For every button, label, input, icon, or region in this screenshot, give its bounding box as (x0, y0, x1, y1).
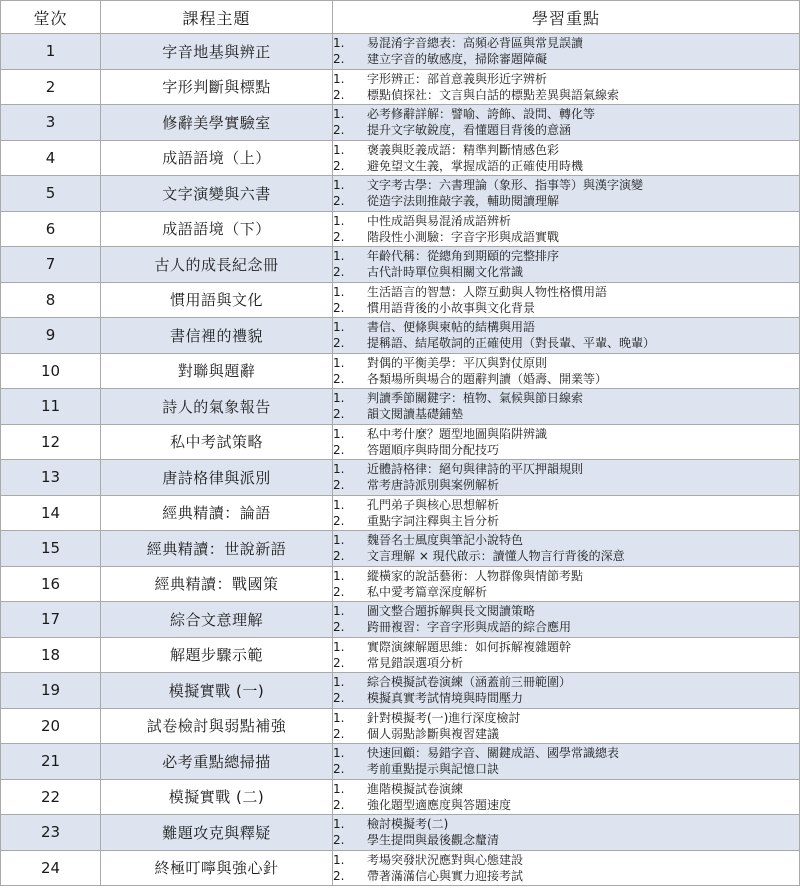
focus-item-number: 2. (333, 868, 345, 883)
session-number: 19 (1, 673, 101, 709)
session-number: 20 (1, 708, 101, 744)
course-topic: 詩人的氣象報告 (101, 389, 333, 425)
session-number: 1 (1, 34, 101, 70)
focus-item-number: 1. (333, 675, 345, 690)
focus-item (333, 477, 799, 493)
focus-item (333, 319, 799, 335)
focus-item (333, 655, 799, 671)
focus-item (333, 426, 799, 442)
focus-item (333, 584, 799, 600)
focus-item-text: 從造字法則推敲字義，輔助閱讀理解 (367, 194, 560, 209)
focus-item-text: 跨冊複習：字音字形與成語的綜合應用 (367, 620, 572, 635)
learning-focus (333, 531, 800, 567)
focus-item-text: 針對模擬考(一)進行深度檢討 (367, 710, 521, 725)
learning-focus (333, 602, 800, 638)
focus-item-text: 私中愛考篇章深度解析 (367, 584, 488, 599)
focus-item-number: 1. (333, 781, 345, 796)
focus-item (333, 761, 799, 777)
focus-item (333, 35, 799, 51)
focus-item-number: 1. (333, 71, 345, 86)
focus-item-text: 標點偵探社：文言與白話的標點差異與語氣線索 (367, 87, 620, 102)
focus-item (333, 797, 799, 813)
focus-item-text: 文言理解 × 現代啟示：讀懂人物言行背後的深意 (367, 549, 625, 564)
course-topic: 難題攻克與釋疑 (101, 815, 333, 851)
course-topic: 私中考試策略 (101, 424, 333, 460)
focus-item (333, 51, 799, 67)
focus-item-text: 易混淆字音總表：高頻必背區與常見誤讀 (367, 36, 584, 51)
focus-item-number: 2. (333, 87, 345, 102)
table-row (1, 850, 800, 886)
focus-item-number: 2. (333, 194, 345, 209)
focus-item-number: 1. (333, 604, 345, 619)
focus-item-text: 答題順序與時間分配技巧 (367, 442, 500, 457)
session-number: 2 (1, 69, 101, 105)
table-row (1, 424, 800, 460)
course-topic: 必考重點總掃描 (101, 744, 333, 780)
focus-item-number: 2. (333, 762, 345, 777)
focus-item (333, 548, 799, 564)
learning-focus (333, 637, 800, 673)
focus-item-number: 1. (333, 852, 345, 867)
focus-item-number: 1. (333, 817, 345, 832)
session-number: 18 (1, 637, 101, 673)
learning-focus (333, 708, 800, 744)
focus-item-number: 2. (333, 123, 345, 138)
focus-item-number: 2. (333, 797, 345, 812)
table-row (1, 34, 800, 70)
focus-item-number: 1. (333, 533, 345, 548)
focus-item (333, 639, 799, 655)
focus-item (333, 745, 799, 761)
table-row (1, 495, 800, 531)
focus-item-number: 1. (333, 391, 345, 406)
focus-item-text: 考場突發狀況應對與心態建設 (367, 852, 524, 867)
focus-item-number: 2. (333, 584, 345, 599)
focus-item (333, 816, 799, 832)
focus-item-number: 1. (333, 320, 345, 335)
focus-item-number: 2. (333, 336, 345, 351)
learning-focus (333, 815, 800, 851)
focus-item-text: 快速回顧：易錯字音、關鍵成語、國學常識總表 (367, 746, 620, 761)
focus-item-text: 學生提問與最後觀念釐清 (367, 833, 500, 848)
focus-item-text: 孔門弟子與核心思想解析 (367, 497, 500, 512)
focus-item (333, 158, 799, 174)
session-number: 10 (1, 353, 101, 389)
focus-item-text: 避免望文生義，掌握成語的正確使用時機 (367, 158, 584, 173)
session-number: 14 (1, 495, 101, 531)
course-topic: 成語語境（下） (101, 211, 333, 247)
course-topic: 字音地基與辨正 (101, 34, 333, 70)
focus-item-text: 考前重點提示與記憶口訣 (367, 762, 500, 777)
focus-item-number: 1. (333, 355, 345, 370)
focus-item-text: 字形辨正：部首意義與形近字辨析 (367, 71, 548, 86)
course-topic: 字形判斷與標點 (101, 69, 333, 105)
focus-item (333, 106, 799, 122)
focus-item (333, 122, 799, 138)
table-row (1, 69, 800, 105)
focus-item-number: 1. (333, 497, 345, 512)
focus-item-text: 必考修辭詳解：譬喻、誇飾、設問、轉化等 (367, 107, 596, 122)
focus-item-text: 古代計時單位與相關文化常識 (367, 265, 524, 280)
focus-item (333, 300, 799, 316)
focus-item-text: 階段性小測驗：字音字形與成語實戰 (367, 229, 560, 244)
focus-item (333, 355, 799, 371)
focus-item-text: 進階模擬試卷演練 (367, 781, 464, 796)
focus-item (333, 284, 799, 300)
learning-focus (333, 69, 800, 105)
learning-focus (333, 495, 800, 531)
focus-item (333, 832, 799, 848)
focus-item (333, 603, 799, 619)
table-row (1, 460, 800, 496)
session-number: 23 (1, 815, 101, 851)
table-row (1, 744, 800, 780)
session-number: 5 (1, 176, 101, 212)
focus-item-number: 1. (333, 36, 345, 51)
focus-item (333, 264, 799, 280)
focus-item-number: 2. (333, 407, 345, 422)
table-row (1, 282, 800, 318)
focus-item-number: 2. (333, 549, 345, 564)
table-row (1, 708, 800, 744)
focus-item (333, 71, 799, 87)
learning-focus (333, 282, 800, 318)
focus-item-number: 2. (333, 655, 345, 670)
focus-item-number: 2. (333, 442, 345, 457)
focus-item (333, 568, 799, 584)
focus-item-text: 生活語言的智慧：人際互動與人物性格慣用語 (367, 284, 608, 299)
focus-item (333, 513, 799, 529)
focus-item-text: 韻文閱讀基礎鋪墊 (367, 407, 464, 422)
focus-item-text: 強化題型適應度與答題速度 (367, 797, 512, 812)
table-row (1, 602, 800, 638)
focus-item-text: 年齡代稱：從總角到期頤的完整排序 (367, 249, 560, 264)
learning-focus (333, 211, 800, 247)
session-number: 17 (1, 602, 101, 638)
table-row (1, 637, 800, 673)
learning-focus (333, 247, 800, 283)
focus-item (333, 710, 799, 726)
focus-item (333, 868, 799, 884)
focus-item-number: 1. (333, 426, 345, 441)
session-number: 3 (1, 105, 101, 141)
learning-focus (333, 176, 800, 212)
learning-focus (333, 424, 800, 460)
focus-item-text: 判讀季節關鍵字：植物、氣候與節日線索 (367, 391, 584, 406)
focus-item (333, 442, 799, 458)
course-topic: 修辭美學實驗室 (101, 105, 333, 141)
focus-item (333, 371, 799, 387)
focus-item-text: 提升文字敏銳度，看懂題目背後的意涵 (367, 123, 572, 138)
focus-item-text: 常考唐詩派別與案例解析 (367, 478, 500, 493)
course-topic: 模擬實戰 (一) (101, 673, 333, 709)
focus-item (333, 852, 799, 868)
focus-item-number: 2. (333, 158, 345, 173)
session-number: 4 (1, 140, 101, 176)
focus-item-text: 常見錯誤選項分析 (367, 655, 464, 670)
focus-item-text: 建立字音的敏感度，掃除審題障礙 (367, 52, 548, 67)
focus-item-text: 重點字詞注釋與主旨分析 (367, 513, 500, 528)
focus-item-number: 1. (333, 746, 345, 761)
table-row (1, 211, 800, 247)
course-topic: 書信裡的禮貌 (101, 318, 333, 354)
table-row (1, 566, 800, 602)
table-row (1, 176, 800, 212)
focus-item (333, 248, 799, 264)
focus-item-number: 2. (333, 229, 345, 244)
session-number: 6 (1, 211, 101, 247)
header-focus: 學習重點 (333, 1, 800, 34)
focus-item (333, 406, 799, 422)
session-number: 9 (1, 318, 101, 354)
focus-item-text: 個人弱點診斷與複習建議 (367, 726, 500, 741)
table-row (1, 779, 800, 815)
course-topic: 解題步驟示範 (101, 637, 333, 673)
learning-focus (333, 850, 800, 886)
focus-item (333, 390, 799, 406)
learning-focus (333, 318, 800, 354)
focus-item-text: 圖文整合題拆解與長文閱讀策略 (367, 604, 536, 619)
learning-focus (333, 353, 800, 389)
course-topic: 對聯與題辭 (101, 353, 333, 389)
focus-item-number: 2. (333, 691, 345, 706)
course-topic: 經典精讀：論語 (101, 495, 333, 531)
table-header-row (1, 1, 800, 34)
course-topic: 試卷檢討與弱點補強 (101, 708, 333, 744)
focus-item-text: 私中考什麼？題型地圖與陷阱辨識 (367, 426, 548, 441)
table-row (1, 815, 800, 851)
focus-item-number: 2. (333, 478, 345, 493)
focus-item-number: 1. (333, 178, 345, 193)
session-number: 7 (1, 247, 101, 283)
focus-item-number: 2. (333, 726, 345, 741)
focus-item-text: 模擬真實考試情境與時間壓力 (367, 691, 524, 706)
focus-item (333, 781, 799, 797)
session-number: 13 (1, 460, 101, 496)
course-topic: 文字演變與六書 (101, 176, 333, 212)
course-topic: 經典精讀：戰國策 (101, 566, 333, 602)
focus-item (333, 193, 799, 209)
focus-item-number: 2. (333, 833, 345, 848)
focus-item-number: 1. (333, 710, 345, 725)
focus-item (333, 142, 799, 158)
learning-focus (333, 140, 800, 176)
learning-focus (333, 389, 800, 425)
table-row (1, 531, 800, 567)
session-number: 21 (1, 744, 101, 780)
table-row (1, 247, 800, 283)
course-topic: 古人的成長紀念冊 (101, 247, 333, 283)
focus-item-text: 對偶的平衡美學：平仄與對仗原則 (367, 355, 548, 370)
focus-item (333, 461, 799, 477)
header-topic: 課程主題 (101, 1, 333, 34)
focus-item-number: 2. (333, 265, 345, 280)
course-topic: 綜合文意理解 (101, 602, 333, 638)
table-row (1, 353, 800, 389)
focus-item-number: 1. (333, 639, 345, 654)
table-row (1, 673, 800, 709)
course-topic: 終極叮嚀與強心針 (101, 850, 333, 886)
focus-item (333, 690, 799, 706)
focus-item (333, 213, 799, 229)
focus-item (333, 177, 799, 193)
learning-focus (333, 673, 800, 709)
focus-item-number: 2. (333, 300, 345, 315)
header-session: 堂次 (1, 1, 101, 34)
focus-item (333, 532, 799, 548)
focus-item (333, 619, 799, 635)
focus-item-number: 1. (333, 213, 345, 228)
focus-item-text: 提稱語、結尾敬詞的正確使用（對長輩、平輩、晚輩） (367, 336, 656, 351)
focus-item-text: 書信、便條與柬帖的結構與用語 (367, 320, 536, 335)
session-number: 15 (1, 531, 101, 567)
course-topic: 模擬實戰 (二) (101, 779, 333, 815)
focus-item-number: 1. (333, 462, 345, 477)
focus-item-text: 檢討模擬考(二) (367, 817, 449, 832)
focus-item (333, 335, 799, 351)
focus-item-text: 綜合模擬試卷演練（涵蓋前三冊範圍） (367, 675, 572, 690)
focus-item-text: 帶著滿滿信心與實力迎接考試 (367, 868, 524, 883)
session-number: 11 (1, 389, 101, 425)
focus-item-number: 1. (333, 142, 345, 157)
course-topic: 成語語境（上） (101, 140, 333, 176)
focus-item-text: 各類場所與場合的題辭判讀（婚壽、開業等） (367, 371, 608, 386)
table-row (1, 318, 800, 354)
session-number: 24 (1, 850, 101, 886)
focus-item (333, 497, 799, 513)
focus-item-text: 慣用語背後的小故事與文化背景 (367, 300, 536, 315)
focus-item (333, 229, 799, 245)
focus-item-text: 中性成語與易混淆成語辨析 (367, 213, 512, 228)
learning-focus (333, 105, 800, 141)
focus-item-number: 1. (333, 249, 345, 264)
focus-item (333, 726, 799, 742)
course-topic: 慣用語與文化 (101, 282, 333, 318)
learning-focus (333, 779, 800, 815)
focus-item (333, 674, 799, 690)
focus-item-text: 魏晉名士風度與筆記小說特色 (367, 533, 524, 548)
learning-focus (333, 566, 800, 602)
course-topic: 經典精讀：世說新語 (101, 531, 333, 567)
focus-item-text: 褒義與貶義成語：精準判斷情感色彩 (367, 142, 560, 157)
session-number: 12 (1, 424, 101, 460)
focus-item-number: 2. (333, 371, 345, 386)
focus-item (333, 87, 799, 103)
focus-item-text: 縱橫家的說話藝術：人物群像與情節考點 (367, 568, 584, 583)
focus-item-text: 文字考古學：六書理論（象形、指事等）與漢字演變 (367, 178, 644, 193)
table-row (1, 389, 800, 425)
learning-focus (333, 744, 800, 780)
focus-item-number: 1. (333, 568, 345, 583)
focus-item-text: 近體詩格律：絕句與律詩的平仄押韻規則 (367, 462, 584, 477)
table-row (1, 105, 800, 141)
session-number: 8 (1, 282, 101, 318)
focus-item-number: 2. (333, 52, 345, 67)
course-topic: 唐詩格律與派別 (101, 460, 333, 496)
learning-focus (333, 460, 800, 496)
session-number: 22 (1, 779, 101, 815)
focus-item-number: 2. (333, 620, 345, 635)
table-row (1, 140, 800, 176)
focus-item-number: 1. (333, 284, 345, 299)
focus-item-number: 1. (333, 107, 345, 122)
session-number: 16 (1, 566, 101, 602)
focus-item-text: 實際演練解題思維：如何拆解複雜題幹 (367, 639, 572, 654)
learning-focus (333, 34, 800, 70)
focus-item-number: 2. (333, 513, 345, 528)
